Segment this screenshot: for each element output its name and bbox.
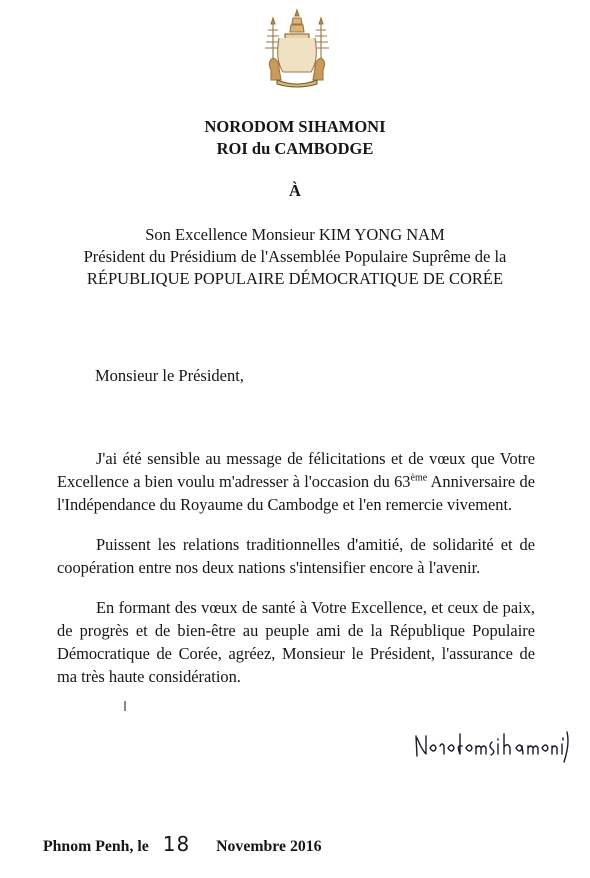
paragraph-2 [57, 533, 535, 579]
date-month-year: Novembre 2016 [216, 838, 322, 855]
salutation: Monsieur le Président, [95, 366, 244, 385]
paragraph-1-text-a: J'ai été sensible au message de félicitations et de vœux que Votre Excellence a bien voulu m'adresser à l'occasion du 63 [57, 449, 535, 491]
handwritten-signature [412, 722, 572, 764]
paragraph-3 [57, 596, 535, 688]
to-marker: À [289, 181, 301, 200]
ordinal-superscript: ème [410, 472, 428, 484]
addressee-line-2: Président du Présidium de l'Assemblée Populaire Suprême de la [83, 247, 507, 266]
paragraph-2-text: Puissent les relations traditionnelles d'amitié, de solidarité et de coopération entre nos deux nations s'intensifier encore à l'avenir. [57, 535, 535, 577]
royal-crest-icon [257, 8, 337, 90]
date-day-handwritten: 18 [162, 832, 191, 856]
sender-name: NORODOM SIHAMONI [204, 117, 386, 136]
paragraph-1 [57, 447, 535, 516]
date-place: Phnom Penh, le [43, 838, 149, 855]
addressee-line-3: RÉPUBLIQUE POPULAIRE DÉMOCRATIQUE DE CORÉE [86, 269, 504, 288]
date-line [43, 832, 322, 856]
paragraph-3-text: En formant des vœux de santé à Votre Excellence, et ceux de paix, de progrès et de bien-être au peuple ami de la République Populaire Démocratique de Corée, agréez, Monsieur le Président, l'assurance de ma très haute considération. [57, 598, 535, 686]
sender-title: ROI du CAMBODGE [216, 139, 374, 158]
paragraph-1-text-b: Anniversaire de l'Indépendance du Royaume du Cambodge et l'en remercie vivement. [57, 472, 535, 514]
scan-mark [124, 701, 126, 711]
addressee-line-1: Son Excellence Monsieur KIM YONG NAM [145, 225, 445, 244]
